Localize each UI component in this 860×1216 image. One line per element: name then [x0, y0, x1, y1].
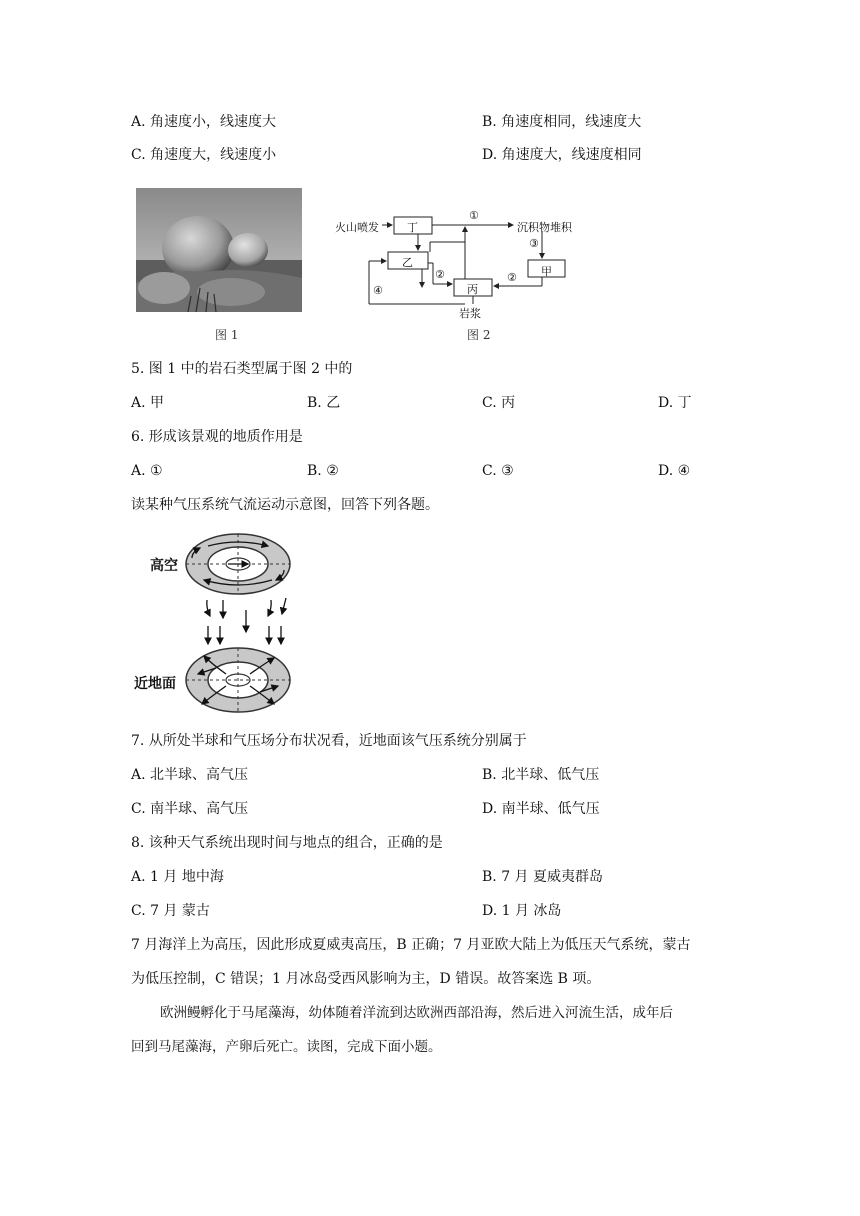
q6-stem: 6. 形成该景观的地质作用是 [131, 429, 303, 445]
label-circle-1: ① [469, 209, 479, 222]
q4-option-b: B. 角速度相同，线速度大 [482, 114, 642, 130]
explanation-line-2: 为低压控制，C 错误；1 月冰岛受西风影响为主，D 错误。故答案选 B 项。 [131, 971, 601, 987]
q7-option-c: C. 南半球、高气压 [131, 801, 249, 817]
label-jia: 甲 [541, 265, 552, 278]
figure-2-rock-cycle [335, 204, 585, 319]
q8-option-d: D. 1 月 冰岛 [482, 903, 562, 919]
label-sediment: 沉积物堆积 [517, 221, 572, 234]
label-circle-4: ④ [373, 284, 383, 297]
q7-option-b: B. 北半球、低气压 [482, 767, 600, 783]
explanation-line-1: 7 月海洋上为高压，因此形成夏威夷高压，B 正确；7 月亚欧大陆上为低压天气系统，蒙古 [131, 937, 691, 953]
label-upper-air: 高空 [150, 558, 178, 574]
figure-1-caption: 图 1 [215, 328, 239, 342]
q6-option-a: A. ① [131, 463, 163, 479]
pressure-intro: 读某种气压系统气流运动示意图，回答下列各题。 [131, 497, 439, 513]
label-circle-2a: ② [435, 268, 445, 281]
q6-option-c: C. ③ [482, 463, 514, 479]
figure-2-caption: 图 2 [467, 328, 491, 342]
q7-option-d: D. 南半球、低气压 [482, 801, 600, 817]
passage-line-2: 回到马尾藻海，产卵后死亡。读图，完成下面小题。 [131, 1039, 442, 1055]
label-circle-2b: ② [507, 271, 517, 284]
q8-option-c: C. 7 月 蒙古 [131, 903, 210, 919]
q5-option-b: B. 乙 [307, 395, 341, 411]
passage-line-1: 欧洲鳗孵化于马尾藻海，幼体随着洋流到达欧洲西部沿海，然后进入河流生活，成年后 [160, 1005, 673, 1021]
q8-option-a: A. 1 月 地中海 [131, 869, 224, 885]
q8-stem: 8. 该种天气系统出现时间与地点的组合，正确的是 [131, 835, 443, 851]
q4-option-d: D. 角速度大，线速度相同 [482, 147, 642, 163]
q5-stem: 5. 图 1 中的岩石类型属于图 2 中的 [131, 361, 353, 377]
q4-option-c: C. 角速度大，线速度小 [131, 147, 277, 163]
label-yi: 乙 [402, 256, 413, 269]
label-volcano: 火山喷发 [335, 221, 379, 234]
q6-option-d: D. ④ [658, 463, 691, 479]
q4-option-a: A. 角速度小，线速度大 [131, 114, 277, 130]
label-ding: 丁 [407, 221, 418, 234]
q8-option-b: B. 7 月 夏威夷群岛 [482, 869, 603, 885]
label-circle-3: ③ [529, 237, 539, 250]
label-bing: 丙 [467, 283, 478, 296]
figure-pressure-system [128, 528, 328, 718]
q7-stem: 7. 从所处半球和气压场分布状况看，近地面该气压系统分别属于 [131, 733, 527, 749]
q5-option-c: C. 丙 [482, 395, 516, 411]
q7-option-a: A. 北半球、高气压 [131, 767, 249, 783]
figure-1-rock-photo [136, 188, 302, 312]
label-near-surface: 近地面 [134, 676, 176, 692]
label-magma: 岩浆 [459, 307, 481, 320]
q6-option-b: B. ② [307, 463, 339, 479]
q5-option-d: D. 丁 [658, 395, 692, 411]
q5-option-a: A. 甲 [131, 395, 165, 411]
